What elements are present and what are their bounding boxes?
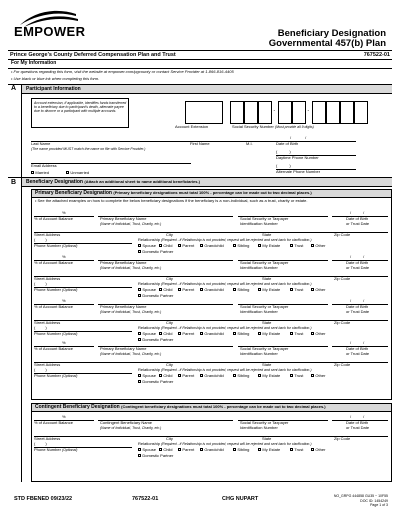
checkbox-icon[interactable] [311, 374, 314, 377]
checkbox-icon[interactable] [178, 332, 181, 335]
ssn-digit-2[interactable] [244, 101, 258, 124]
plan-number: 767522-01 [363, 51, 390, 58]
primary-2-name-label: Primary Beneficiary Name [100, 260, 147, 265]
section-a-title: Participant Information [26, 85, 81, 92]
checkbox-icon[interactable] [258, 244, 261, 247]
primary-2-state-label: State [262, 276, 272, 281]
contingent-1-pct-label: % of Account Balance [34, 420, 73, 425]
primary-1-relationship-parent[interactable]: Parent [178, 244, 194, 249]
plan-name: Prince George's County Deferred Compensation Plan and Trust [10, 51, 176, 58]
footer-ref-1: NO_GRPG 444858 GU35 ~ 10F55 [333, 494, 388, 498]
primary-3-relationship-parent[interactable]: Parent [178, 332, 194, 337]
checkbox-icon[interactable] [159, 288, 162, 291]
unmarried-checkbox[interactable] [66, 171, 69, 174]
primary-3-relationship-label: Relationship (Required - if Relationship is not provided, request will be rejected and sent back for clarification.) [138, 325, 312, 330]
primary-1-phone-paren: ( ) [34, 236, 47, 242]
checkbox-icon[interactable] [159, 332, 162, 335]
contingent-1-name-note: (Name of Individual, Trust, Charity, etc.) [100, 425, 162, 430]
checkbox-icon[interactable] [258, 332, 261, 335]
primary-1-relationship-trust[interactable]: Trust [290, 244, 303, 249]
first-name-label: First Name [190, 141, 210, 146]
primary-1-city-label: City [166, 232, 173, 237]
primary-1-phone-label: Phone Number (Optional) [34, 242, 78, 248]
primary-1-dob-label: Date of Birth [346, 216, 369, 221]
checkbox-icon[interactable] [200, 244, 203, 247]
my-info-bullet-2: • Use black or blue ink when completing this form. [11, 76, 100, 81]
ssn-digit-1[interactable] [230, 101, 244, 124]
primary-2-relationship-trust[interactable]: Trust [290, 288, 303, 293]
primary-2-relationship-parent[interactable]: Parent [178, 288, 194, 293]
primary-4-dob-slashes: / / [350, 340, 365, 345]
primary-4-city-label: City [166, 362, 173, 367]
contingent-1-relationship-domestic-partner[interactable]: Domestic Partner [138, 454, 173, 459]
logo-wordmark: EMPOWER [14, 24, 86, 39]
primary-1-relationship-other[interactable]: Other [311, 244, 325, 249]
footer-chg: CHG NUPART [222, 496, 259, 502]
primary-4-relationship-child[interactable]: Child [159, 374, 173, 379]
checkbox-icon[interactable] [178, 244, 181, 247]
primary-3-pct-label: % of Account Balance [34, 304, 73, 309]
primary-2-dob-slashes: / / [350, 254, 365, 259]
section-a-letter: A [11, 85, 17, 92]
primary-4-street-label: Street Address [34, 362, 61, 367]
footer-ref-2: DOC ID: 1454249 [360, 498, 388, 503]
ssn-digit-6[interactable] [312, 101, 326, 124]
primary-4-zip-label: Zip Code [334, 362, 351, 367]
checkbox-icon[interactable] [200, 332, 203, 335]
checkbox-icon[interactable] [178, 288, 181, 291]
footer-page: Page 1 of 3 [370, 503, 388, 507]
primary-1-name-note: (Name of Individual, Trust, Charity, etc.) [100, 221, 162, 226]
primary-1-ssn-label-2: Identification Number [240, 220, 278, 226]
primary-1-relationship-spouse[interactable]: Spouse [138, 244, 156, 249]
contingent-1-zip-label: Zip Code [334, 436, 351, 441]
contingent-1-ssn-label: Social Security or Taxpayer [240, 420, 289, 425]
checkbox-icon[interactable] [233, 244, 236, 247]
checkbox-icon[interactable] [159, 244, 162, 247]
checkbox-icon[interactable] [200, 288, 203, 291]
primary-2-street-label: Street Address [34, 276, 61, 281]
checkbox-icon[interactable] [233, 374, 236, 377]
checkbox-icon[interactable] [200, 448, 203, 451]
primary-3-zip-label: Zip Code [334, 320, 351, 325]
contingent-1-phone-paren: ( ) [34, 440, 47, 446]
checkbox-icon[interactable] [233, 448, 236, 451]
primary-3-relationship-other[interactable]: Other [311, 332, 325, 337]
section-b-bullet: • See the attached examples on how to complete the below beneficiary designations if the beneficiary is a non-individual, such as a trust, charity or estate. [35, 198, 308, 203]
checkbox-icon[interactable] [258, 448, 261, 451]
ssn-dash-2: - [307, 108, 310, 114]
checkbox-icon[interactable] [233, 332, 236, 335]
contingent-1-relationship-label: Relationship (Required - if Relationship is not provided, request will be rejected and sent back for clarification.) [138, 441, 312, 446]
primary-4-ssn-label: Social Security or Taxpayer [240, 346, 289, 351]
primary-2-relationship-other[interactable]: Other [311, 288, 325, 293]
checkbox-icon[interactable] [233, 288, 236, 291]
primary-4-pct-label: % of Account Balance [34, 346, 73, 351]
alt-phone-label: Alternate Phone Number [276, 169, 321, 174]
primary-3-relationship-domestic-partner[interactable]: Domestic Partner [138, 338, 173, 343]
ssn-digit-5[interactable] [292, 101, 306, 124]
primary-2-pct-label: % of Account Balance [34, 260, 73, 265]
primary-1-zip-label: Zip Code [334, 232, 351, 237]
alt-phone-paren: ( ) [276, 163, 291, 168]
account-extension-input[interactable] [185, 101, 223, 124]
footer-form-code: STD FBENED 09/23/22 [14, 496, 73, 502]
contingent-1-relationship-trust[interactable]: Trust [290, 448, 303, 453]
primary-1-relationship-grandchild[interactable]: Grandchild [200, 244, 224, 249]
primary-4-dob-label-2: or Trust Date [346, 350, 370, 356]
contingent-1-dob-label: Date of Birth [346, 420, 369, 425]
primary-4-state-label: State [262, 362, 272, 367]
primary-1-relationship-label: Relationship (Required - if Relationship is not provided, request will be rejected and sent back for clarification.) [138, 237, 312, 242]
primary-3-ssn-label-2: Identification Number [240, 308, 278, 314]
primary-2-name-note: (Name of Individual, Trust, Charity, etc.) [100, 265, 162, 270]
checkbox-icon[interactable] [159, 448, 162, 451]
primary-4-pct-sign: % [62, 340, 66, 345]
contingent-1-relationship-spouse[interactable]: Spouse [138, 448, 156, 453]
my-info-title: For My Information [11, 60, 57, 66]
contingent-title: Contingent Beneficiary Designation (Contingent beneficiary designations must total 100% - percentage can be made out to two decimal places.) [35, 403, 326, 410]
ssn-dash-1: - [273, 108, 276, 114]
primary-4-relationship-parent[interactable]: Parent [178, 374, 194, 379]
unmarried-option[interactable]: Unmarried [66, 171, 89, 176]
last-name-label: Last Name [31, 141, 51, 146]
primary-3-name-label: Primary Beneficiary Name [100, 304, 147, 309]
primary-4-relationship-other[interactable]: Other [311, 374, 325, 379]
checkbox-icon[interactable] [258, 374, 261, 377]
ssn-label: Social Security Number (Must provide all 9 digits) [232, 124, 314, 129]
primary-2-relationship-child[interactable]: Child [159, 288, 173, 293]
primary-1-pct-label: % of Account Balance [34, 216, 73, 221]
contingent-1-relationship-parent[interactable]: Parent [178, 448, 194, 453]
ssn-digit-3[interactable] [258, 101, 272, 124]
primary-3-relationship-trust[interactable]: Trust [290, 332, 303, 337]
checkbox-icon[interactable] [138, 338, 141, 341]
checkbox-icon[interactable] [311, 332, 314, 335]
primary-2-relationship-spouse[interactable]: Spouse [138, 288, 156, 293]
section-b-title: Beneficiary Designation (Attach an additional sheet to name additional beneficiaries.) [26, 178, 200, 185]
checkbox-icon[interactable] [258, 288, 261, 291]
contingent-1-ssn-label-2: Identification Number [240, 424, 278, 430]
primary-3-state-label: State [262, 320, 272, 325]
checkbox-icon[interactable] [290, 244, 293, 247]
section-b-letter: B [11, 179, 17, 186]
primary-3-relationship-spouse[interactable]: Spouse [138, 332, 156, 337]
checkbox-icon[interactable] [138, 294, 141, 297]
primary-3-dob-slashes: / / [350, 298, 365, 303]
mi-label: M.I. [246, 141, 253, 146]
form-title-line1: Beneficiary Designation [277, 28, 386, 39]
primary-3-relationship-my-estate[interactable]: My Estate [258, 332, 280, 337]
primary-2-ssn-label-2: Identification Number [240, 264, 278, 270]
primary-3-dob-label: Date of Birth [346, 304, 369, 309]
married-option[interactable]: Married [31, 171, 49, 176]
primary-1-dob-label-2: or Trust Date [346, 220, 370, 226]
contingent-1-street-label: Street Address [34, 436, 61, 441]
primary-2-relationship-sibling[interactable]: Sibling [233, 288, 249, 293]
daytime-phone-label: Daytime Phone Number [276, 155, 319, 160]
email-label: Email Address [31, 163, 57, 168]
primary-1-name-label: Primary Beneficiary Name [100, 216, 147, 221]
checkbox-icon[interactable] [159, 374, 162, 377]
contingent-1-pct-sign: % [62, 414, 66, 419]
primary-4-relationship-label: Relationship (Required - if Relationship is not provided, request will be rejected and sent back for clarification.) [138, 367, 312, 372]
empower-logo [14, 8, 84, 40]
primary-1-relationship-child[interactable]: Child [159, 244, 173, 249]
dob-label: Date of Birth [276, 141, 299, 146]
primary-2-city-label: City [166, 276, 173, 281]
contingent-1-relationship-grandchild[interactable]: Grandchild [200, 448, 224, 453]
primary-3-relationship-grandchild[interactable]: Grandchild [200, 332, 224, 337]
contingent-1-phone-label: Phone Number (Optional) [34, 446, 78, 452]
account-extension-label: Account Extension [175, 124, 209, 129]
primary-1-street-label: Street Address [34, 232, 61, 237]
primary-title: Primary Beneficiary Designation (Primary beneficiary designations must total 100% - percentage can be made out to two decimal places.) [35, 189, 312, 196]
contingent-1-city-label: City [166, 436, 173, 441]
contingent-1-name-label: Contingent Beneficiary Name [100, 420, 153, 425]
primary-4-relationship-domestic-partner[interactable]: Domestic Partner [138, 380, 173, 385]
primary-2-phone-label: Phone Number (Optional) [34, 286, 78, 292]
primary-3-phone-paren: ( ) [34, 324, 47, 330]
checkbox-icon[interactable] [138, 448, 141, 451]
checkbox-icon[interactable] [138, 288, 141, 291]
footer-plan-number: 767522-01 [132, 496, 159, 502]
primary-2-relationship-label: Relationship (Required - if Relationship is not provided, request will be rejected and sent back for clarification.) [138, 281, 312, 286]
checkbox-icon[interactable] [290, 332, 293, 335]
primary-3-city-label: City [166, 320, 173, 325]
notice-text: Account extension, if applicable, identifies funds transferred to a beneficiary due to participant's death, alternate payee due to divorce or a participant with multiple accounts. [34, 101, 127, 114]
form-title-line2: Governmental 457(b) Plan [268, 38, 386, 49]
dob-slashes: / / [290, 135, 307, 140]
checkbox-icon[interactable] [178, 374, 181, 377]
ssn-digit-8[interactable] [340, 101, 354, 124]
primary-4-ssn-label-2: Identification Number [240, 350, 278, 356]
contingent-1-state-label: State [262, 436, 272, 441]
primary-4-name-note: (Name of Individual, Trust, Charity, etc.) [100, 351, 162, 356]
primary-1-state-label: State [262, 232, 272, 237]
daytime-phone-paren: ( ) [276, 149, 291, 154]
checkbox-icon[interactable] [138, 244, 141, 247]
primary-1-ssn-label: Social Security or Taxpayer [240, 216, 289, 221]
primary-1-dob-slashes: / / [350, 210, 365, 215]
primary-1-relationship-my-estate[interactable]: My Estate [258, 244, 280, 249]
checkbox-icon[interactable] [311, 448, 314, 451]
ssn-digit-9[interactable] [354, 101, 368, 124]
primary-2-dob-label: Date of Birth [346, 260, 369, 265]
primary-2-relationship-grandchild[interactable]: Grandchild [200, 288, 224, 293]
ssn-digit-4[interactable] [278, 101, 292, 124]
checkbox-icon[interactable] [138, 250, 141, 253]
primary-1-relationship-sibling[interactable]: Sibling [233, 244, 249, 249]
checkbox-icon[interactable] [290, 374, 293, 377]
checkbox-icon[interactable] [138, 332, 141, 335]
contingent-1-relationship-sibling[interactable]: Sibling [233, 448, 249, 453]
contingent-1-relationship-other[interactable]: Other [311, 448, 325, 453]
primary-2-phone-paren: ( ) [34, 280, 47, 286]
contingent-1-dob-slashes: / / [350, 414, 365, 419]
primary-3-relationship-child[interactable]: Child [159, 332, 173, 337]
primary-2-zip-label: Zip Code [334, 276, 351, 281]
primary-3-phone-label: Phone Number (Optional) [34, 330, 78, 336]
primary-4-dob-label: Date of Birth [346, 346, 369, 351]
checkbox-icon[interactable] [200, 374, 203, 377]
primary-2-ssn-label: Social Security or Taxpayer [240, 260, 289, 265]
checkbox-icon[interactable] [138, 374, 141, 377]
primary-3-ssn-label: Social Security or Taxpayer [240, 304, 289, 309]
contingent-1-dob-label-2: or Trust Date [346, 424, 370, 430]
primary-3-relationship-sibling[interactable]: Sibling [233, 332, 249, 337]
primary-4-relationship-sibling[interactable]: Sibling [233, 374, 249, 379]
primary-4-name-label: Primary Beneficiary Name [100, 346, 147, 351]
primary-3-street-label: Street Address [34, 320, 61, 325]
primary-1-relationship-domestic-partner[interactable]: Domestic Partner [138, 250, 173, 255]
contingent-1-relationship-child[interactable]: Child [159, 448, 173, 453]
primary-4-phone-label: Phone Number (Optional) [34, 372, 78, 378]
primary-4-relationship-trust[interactable]: Trust [290, 374, 303, 379]
primary-3-name-note: (Name of Individual, Trust, Charity, etc.) [100, 309, 162, 314]
primary-4-phone-paren: ( ) [34, 366, 47, 372]
checkbox-icon[interactable] [138, 454, 141, 457]
checkbox-icon[interactable] [138, 380, 141, 383]
checkbox-icon[interactable] [178, 448, 181, 451]
primary-3-pct-sign: % [62, 298, 66, 303]
primary-4-relationship-grandchild[interactable]: Grandchild [200, 374, 224, 379]
primary-2-dob-label-2: or Trust Date [346, 264, 370, 270]
checkbox-icon[interactable] [290, 448, 293, 451]
my-info-bullet-1: • For questions regarding this form, visit the website at empower.com/pgcounty or contact Service Provider at 1-866-816-4405 [11, 69, 234, 74]
checkbox-icon[interactable] [311, 244, 314, 247]
name-note: (The name provided MUST match the name on file with Service Provider.) [31, 147, 146, 151]
married-checkbox[interactable] [31, 171, 34, 174]
primary-2-pct-sign: % [62, 254, 66, 259]
primary-3-dob-label-2: or Trust Date [346, 308, 370, 314]
checkbox-icon[interactable] [290, 288, 293, 291]
primary-1-pct-sign: % [62, 210, 66, 215]
primary-2-relationship-my-estate[interactable]: My Estate [258, 288, 280, 293]
primary-4-relationship-my-estate[interactable]: My Estate [258, 374, 280, 379]
checkbox-icon[interactable] [311, 288, 314, 291]
primary-2-relationship-domestic-partner[interactable]: Domestic Partner [138, 294, 173, 299]
contingent-1-relationship-my-estate[interactable]: My Estate [258, 448, 280, 453]
primary-4-relationship-spouse[interactable]: Spouse [138, 374, 156, 379]
ssn-digit-7[interactable] [326, 101, 340, 124]
